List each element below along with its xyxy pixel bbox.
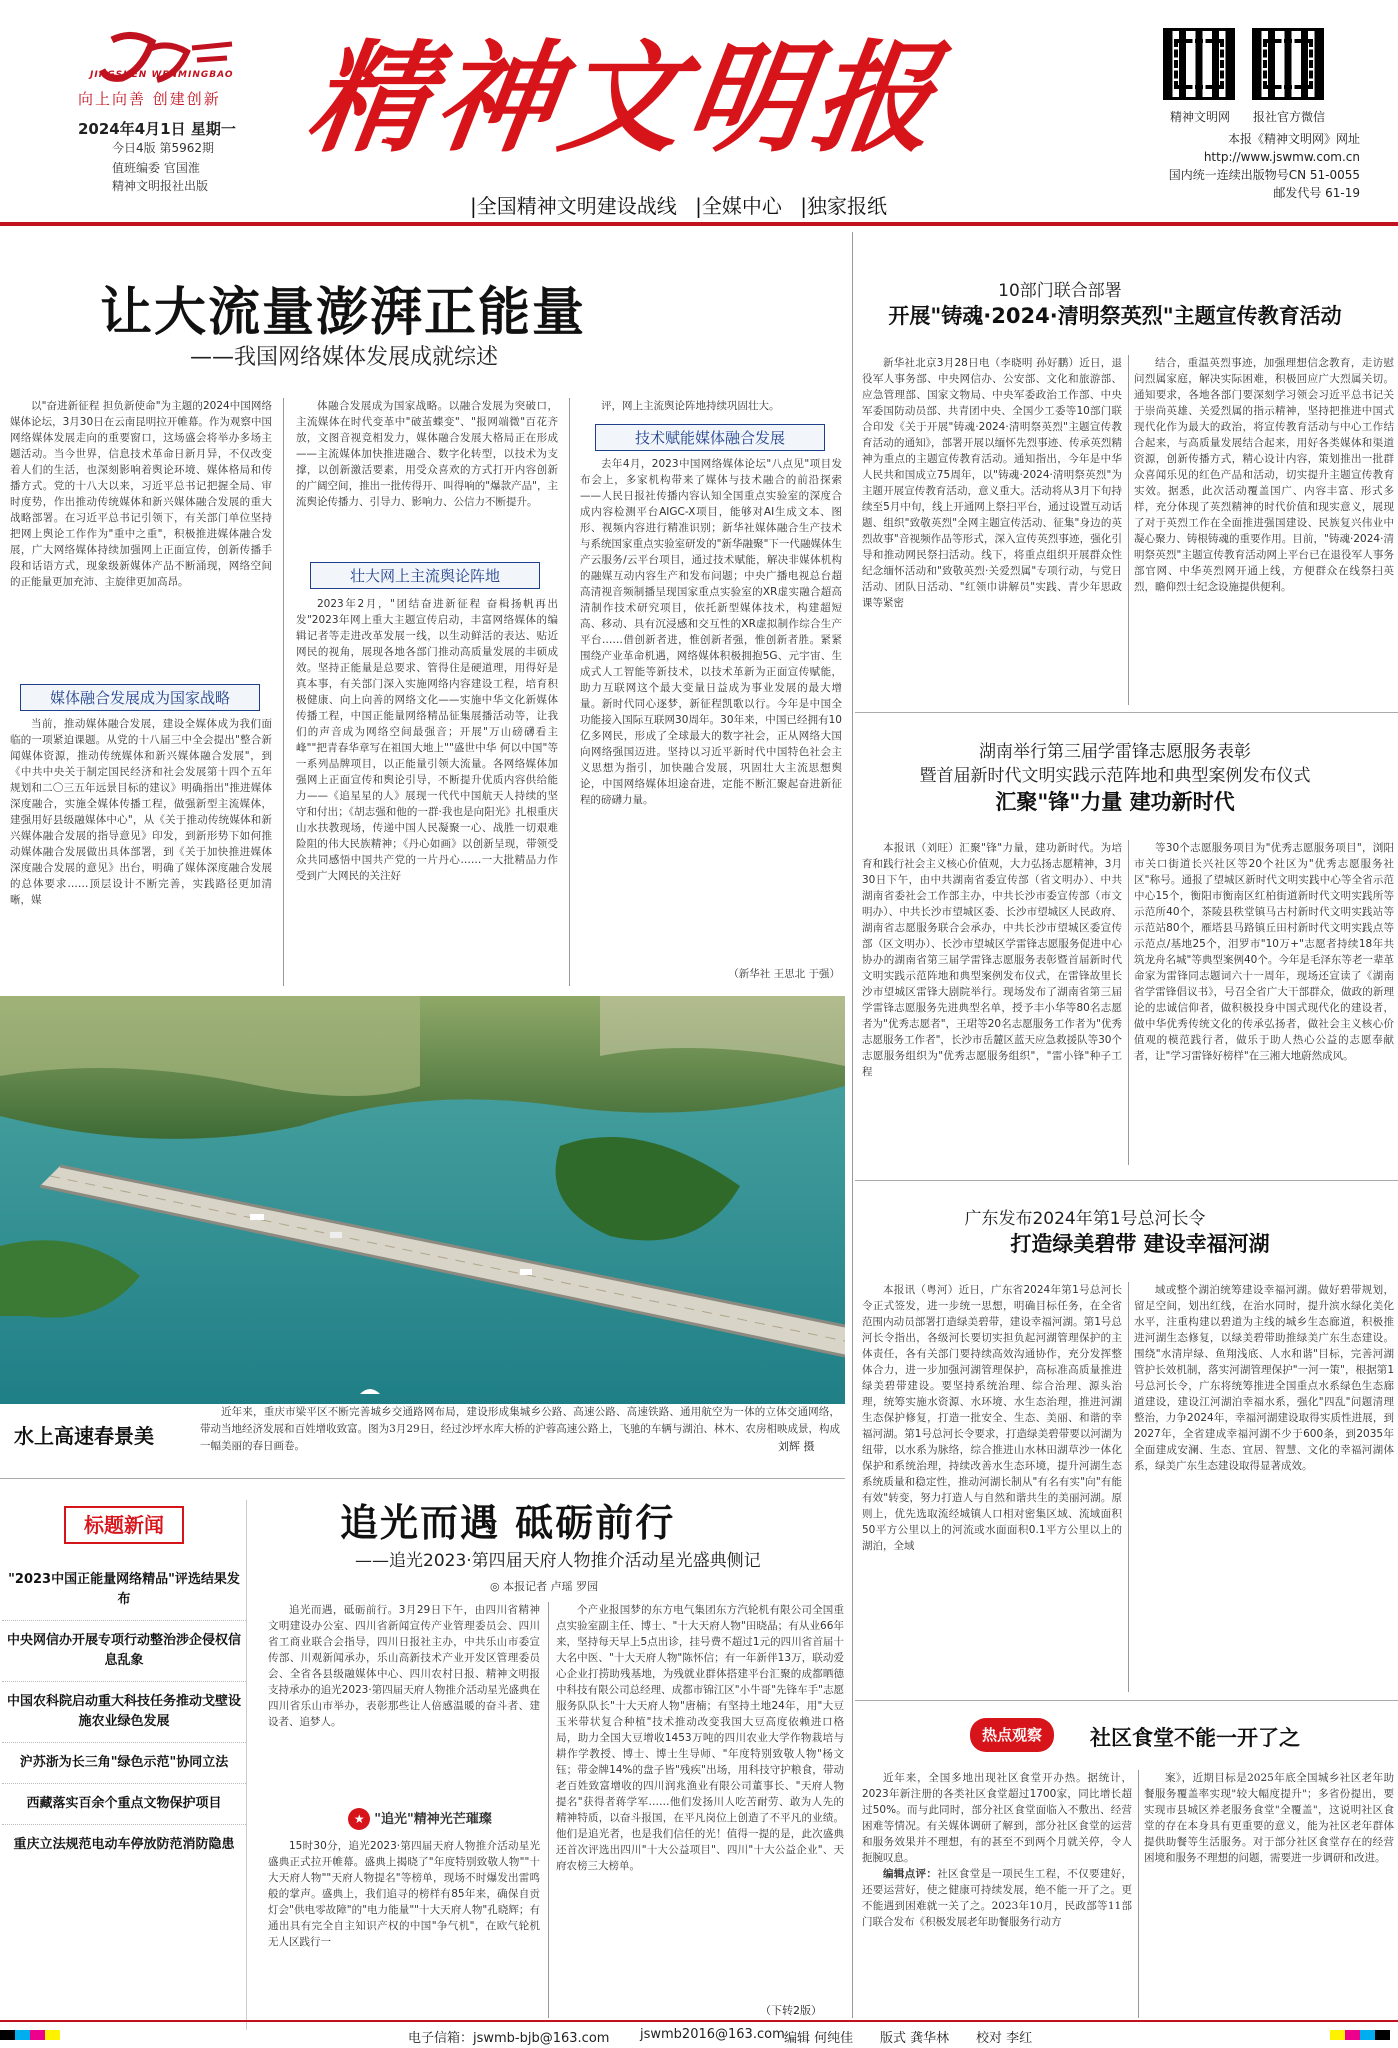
lead-headline: 让大流量澎湃正能量 <box>100 282 587 343</box>
hunan-column-1: 本报讯（刘旺）汇聚"锋"力量，建功新时代。为培育和践行社会主义核心价值观，大力弘扬志愿精神，3月30日下午，由中共湖南省委宣传部（省文明办）、中共湖南省委社会工作部主办，中共长沙市委宣传部（市文明办）、中共长沙市望城区委、长沙市望城区人民政府、湖南省志愿服务联合会承办，中共长沙市望城区委宣传部（区文明办）、长沙市望城区学雷锋志愿服务促进中心协办的湖南省第三届学雷锋志愿服务表彰暨首届新时代文明实践示范阵地和典型案例发布仪式，在雷锋故里长沙市望城区雷锋大剧院举行。现场发布了湖南省第三届学雷锋志愿服务先进典型名单，授予丰小华等80名志愿者为"优秀志愿者"，王珺等20名志愿服务工作者为"优秀志愿服务工作者"，长沙市岳麓区蓝天应急救援队等30个志愿服务组织为"优秀志愿服务组织"，"雷小锋"种子工程 <box>862 842 1122 1078</box>
tianfu-column-2: 个产业报国梦的东方电气集团东方汽轮机有限公司全国重点实验室副主任、博士、"十大天府人物"田晓晶；有从业66年来，坚持每天早上5点出诊，挂号费不超过1元的四川省首届十大名中医、"十大天府人物"陈怀信；有一年新伴13万，联动爱心企业打捞助残基地，为残就业群体搭建平台汇聚的成都晒德中科技有限公司总经理、成都市锦江区"小牛哥"先锋车手"志愿服务队队长"十大天府人物"唐楠；有坚持土地24年，用"大豆玉米带状复合种植"技术推动改变我国大豆高度依赖进口格局，助力全国大豆增收1453万吨的四川农业大学作物栽培与耕作学教授、博士、博士生导师、"年度特别致敬人物"杨文钰；带金牌14%的盘子皆"残疾"出场，用科技守护粮食，带动老百姓致富增收的四川润兆渔业有限公司董事长、"天府人物提名"获得者蒋学军……他们发扬川人吃苦耐劳、敢为人先的精神特质，以奋斗报国，在平凡岗位上创造了不平凡的业绩。他们是追光者，也是我们信任的光！值得一提的是，此次盛典还首次评选出四川"十大公益项目"、四川"十大公益企业"、天府农榜三大榜单。 <box>556 1604 844 1872</box>
section-rule <box>855 1180 1398 1181</box>
lead-column-1: 以"奋进新征程 担负新使命"为主题的2024中国网络媒体论坛，3月30日在云南昆明拉开帷幕。作为观察中国网络媒体发展走向的重要窗口，这场盛会将举办多场主题活动。当今世界，信息技术革命日新月异，不仅改变着人们的生活，也深刻影响着舆论环境、媒体格局和传播方式。党的十八大以来，习近平总书记把握全局、审时度势，作出推动传统媒体和新兴媒体融合发展的重大战略部署。在习近平总书记引领下，有关部门单位坚持把网上舆论工作作为"重中之重"，积极推进媒体融合发展，广大网络媒体持续加强网上正面宣传，创新传播手段和话语方式，现象级新媒体产品不断涌现，网络空间的正能量更加充沛、主旋律更加高昂。 <box>10 400 272 588</box>
lead-subhead: 壮大网上主流舆论阵地 <box>310 562 540 589</box>
qingming-kicker: 10部门联合部署 <box>998 281 1122 301</box>
column-divider <box>283 398 284 986</box>
reservoir-bridge-image <box>0 996 845 1404</box>
footer-proofreader: 校对 李红 <box>976 2031 1033 2046</box>
qr-caption: 报社官方微信 <box>1252 110 1325 124</box>
headline-news-sidebar <box>2 1500 247 2030</box>
masthead <box>0 0 1398 232</box>
lead-column-2b: 2023年2月，"团结奋进新征程 奋楫扬帆再出发"2023年网上重大主题宣传启动，丰富网络媒体的编辑记者等走进改革发展一线，以生动鲜活的表达、贴近网民的视角，展现各地各部门推动高质量发展的丰硕成效。坚持正能量是总要求、管得住是硬道理，用得好是真本事，有关部门深入实施网络内容建设工程，培育积极健康、向上向善的网络文化——实施中华文化新媒体传播工程，中国正能量网络精品征集展播活动等，让我们的声音成为网络空间最强音；开展"万山磅礴看主峰""把青春华章写在祖国大地上""盛世中华 何以中国"等一系列品牌项目，以正能量引领大流量。各网络媒体加强网上正面宣传和舆论引导，不断提升优质内容供给能力——《追星星的人》展现一代代中国航天人持续的坚守和付出；《胡志强和他的一群·我也是向阳光》扎根重庆山水扶教现场，传递中国人民凝聚一心、战胜一切艰难险阻的伟大民族精神；《丹心如画》以创新呈现，带领受众共同感悟中国共产党的一片丹心……一大批精品力作受到广大网民的关注好 <box>296 598 558 882</box>
tianfu-headline: 追光而遇 砥砺前行 <box>340 1500 676 1545</box>
photo-caption-title: 水上高速春景美 <box>14 1424 154 1448</box>
hunan-column-2: 等30个志愿服务项目为"优秀志愿服务项目"，浏阳市关口街道长兴社区等20个社区为"优秀志愿服务社区"称号。通报了望城区新时代文明实践中心等全省示范中心15个，衡阳市衡南区红柏街道新时代文明实践所等示范所40个，茶陵县秩堂镇马古村新时代文明实践站等示范站80个，雁塔县马路镇丘田村新时代文明实践点等示范点/基地25个，泪罗市"10万+"志愿者持续18年共筑龙舟名城"等典型案例40个。今年是毛泽东等老一辈革命家为雷锋同志题词六十一周年，现场还宣读了《湖南省学雷锋倡议书》，号召全省广大干部群众，做政的新理论的忠诚信仰者，做积极投身中国式现代化的建设者，做中华优秀传统文化的传承弘扬者，做社会主义核心价值观的模范践行者，做乐于助人热心公益的志愿奉献者，让"学习雷锋好榜样"在三湘大地蔚然成风。 <box>1134 842 1394 1062</box>
sidebar-news-item[interactable]: 沪苏浙为长三角"绿色示范"协同立法 <box>2 1743 246 1784</box>
sidebar-news-item[interactable]: 中央网信办开展专项行动整治涉企侵权信息乱象 <box>2 1621 246 1682</box>
lead-byline: （新华社 王思北 于强） <box>728 968 840 980</box>
sidebar-news-item[interactable]: 西藏落实百余个重点文物保护项目 <box>2 1784 246 1825</box>
cn-number: 国内统一连续出版物号CN 51-0055 <box>1168 168 1360 182</box>
qr-caption: 精神文明网 <box>1169 110 1230 124</box>
column-divider <box>1128 840 1129 1165</box>
qingming-column-1: 新华社北京3月28日电（李晓明 孙好鹏）近日，退役军人事务部、中央网信办、公安部、文化和旅游部、应急管理部、国家文物局、中央军委政治工作部、中央军委国防动员部、共青团中央、全国少工委等10部门联合印发《关于开展"铸魂·2024·清明祭英烈"主题宣传教育活动的通知》，部署开展以缅怀先烈事迹、传承英烈精神为重点的主题宣传教育活动。通知指出，今年是中华人民共和国成立75周年，以"铸魂·2024·清明祭英烈"为主题开展宣传教育活动，意义重大。活动将从3月下旬持续至5月中旬，线上开通网上祭扫平台，通过设置互动话题、组织"致敬英烈"全网主题宣传活动、征集"身边的英烈故事"音视频作品等形式，深入宣传英烈事迹，强化引导和推动网民祭扫活动。线下，将重点组织开展群众性纪念缅怀活动和"致敬英烈·关爱烈属"专项行动，与党日活动、团队日活动、"红领巾讲解员"实践、青少年思政课等紧密 <box>862 357 1122 609</box>
section-rule <box>855 712 1398 713</box>
issue-date: 2024年4月1日 星期一 <box>78 120 236 138</box>
tianfu-byline: ◎ 本报记者 卢瑶 罗园 <box>490 1580 599 1593</box>
lead-deck: ——我国网络媒体发展成就综述 <box>190 345 499 370</box>
qr-code-icon[interactable] <box>1163 28 1235 100</box>
site-label: 本报《精神文明网》网址 <box>1227 132 1360 146</box>
sidebar-news-item[interactable]: 重庆立法规范电动车停放防范消防隐患 <box>13 1837 235 1852</box>
qr-code-icon[interactable] <box>1252 28 1324 100</box>
tianfu-column-1: 追光而遇，砥砺前行。3月29日下午，由四川省精神文明建设办公室、四川省新闻宣传产业管理委员会、四川省工商业联合会指导，四川日报社主办，中共乐山市委宣传部、川观新闻承办，乐山高新技术产业开发区管理委员会、全省各县级融媒体中心、四川农村日报、精神文明报支持承办的追光2023·第四届天府人物推介活动星光盛典在四川省乐山市举办，表彰那些让人倍感温暖的奋斗者、建设者、追梦人。 <box>268 1604 540 1728</box>
guangdong-column-2: 域或整个湖泊统筹建设幸福河湖。做好碧带规划，留足空间，划出红线，在治水同时，提升滨水绿化美化水平，注重构建以碧道为主线的城乡生态廊道，积极推进河湖生态修复，以绿美碧带助推绿美广东生态建设。围绕"水清岸绿、鱼翔浅底、人水和谐"目标，完善河湖管护长效机制，落实河湖管理保护"一河一策"，根据第1号总河长令，广东将统筹推进全国重点水系绿色生态廊道建设，建设江河湖泊幸福水系，强化"四乱"问题清理整治，力争2024年，幸福河湖建设取得实质性进展，到2027年，全省建成幸福河湖不少于600条，到2035年全面建成安澜、生态、宜居、智慧、文化的幸福河湖体系，绿美广东生态建设取得显著成效。 <box>1134 1284 1394 1472</box>
column-divider <box>548 1602 549 2018</box>
footer-email-2[interactable]: jswmb2016@163.com <box>640 2027 785 2042</box>
edition-info: 今日4版 第5962期 <box>112 141 214 155</box>
tagline <box>470 190 899 219</box>
color-registration-bar-icon <box>1330 2030 1390 2040</box>
publication-info <box>1130 130 1360 202</box>
sidebar-header: 标题新闻 <box>64 1506 184 1544</box>
guangdong-column-1: 本报讯（粤河）近日，广东省2024年第1号总河长令正式签发，进一步统一思想，明确目标任务，在全省范围内动员部署打造绿美碧带，建设幸福河湖。第1号总河长令指出，各级河长要切实担负起河湖管理保护的主体责任，各有关部门要持续高效沟通协作，充分发挥整体合力，进一步加强河湖管理保护，高标准高质量推进绿美碧带建设。要坚持系统治理、综合治理、源头治理，统筹实施水资源、水环境、水生态治理，推进河湖生态保护修复，打造一批安全、生态、美丽、和谐的幸福河湖。第1号总河长令要求，打造绿美碧带要以河湖为纽带，以水系为脉络，综合推进山水林田湖草沙一体化保护和系统治理，持续改善水生态环境，提升河湖生态系统质量和稳定性，推动河湖长制从"有名有实"向"有能有效"转变，努力打造人与自然和谐共生的美丽河湖。原则上，优先选取流经城镇人口相对密集区域、流域面积50平方公里以上的河流或水面面积0.1平方公里以上的湖泊，全域 <box>862 1284 1122 1552</box>
photo-caption-text: 近年来，重庆市梁平区不断完善城乡交通路网布局，建设形成集城乡公路、高速公路、高速铁路、通用航空为一体的立体交通网络，带动当地经济发展和百姓增收致富。图为3月29日，经过沙坪水库大桥的沪蓉高速公路上，飞驰的车辆与湖泊、林木、农房相映成景，构成一幅美丽的春日画卷。 <box>200 1406 840 1452</box>
slogan: 向上向善 创建创新 <box>78 90 221 108</box>
editor-comment: 社区食堂是一项民生工程，不仅要建好，还要运营好，使之健康可持续发展，绝不能一开了之。更不能遇到困难就一关了之。2023年10月，民政部等11部门联合发布《积极发展老年助餐服务行动方 <box>862 1868 1132 1928</box>
comment-label: 编辑点评： <box>883 1868 938 1880</box>
main-column-divider <box>852 232 853 2018</box>
canteen-column-1: 近年来，全国多地出现社区食堂开办热。据统计，2023年新注册的各类社区食堂超过1700家，同比增长超过50%。而与此同时，部分社区食堂面临入不敷出、经营困难等情况。有关媒体调研了解到，部分社区食堂的运营和服务效果并不理想，有的甚至不到两个月就关停，令人扼腕叹息。 编辑点评：社区食堂是一项民生工程，不仅要建好，还要运营好，使之健康可持续发展，绝不能一开了之。更不能遇到困难就一关了之。2023年10月，民政部等11部门联合发布《积极发展老年助餐服务行动方 <box>862 1772 1132 1928</box>
footer-layout: 版式 龚华林 <box>880 2031 950 2046</box>
canteen-column-2: 案》，近期目标是2025年底全国城乡社区老年助餐服务覆盖率实现"较大幅度提升"；多省份提出，要实现市县城区养老服务食堂"全覆盖"，这说明社区食堂的存在本身具有更重要的意义，能为社区老年群体提供助餐等生活服务。对于部分社区食堂存在的经营困境和服务不理想的问题，需要进一步调研和改进。 <box>1144 1772 1394 1864</box>
footer-email[interactable]: 电子信箱：jswmb-bjb@163.com <box>408 2031 610 2046</box>
lead-column-1b: 当前，推动媒体融合发展，建设全媒体成为我们面临的一项紧迫课题。从党的十八届三中全会提出"整合新闻媒体资源，推动传统媒体和新兴媒体融合发展"，到《中共中央关于制定国民经济和社会发展第十四个五年规划和二〇三五年远景目标的建议》明确指出"推进媒体深度融合，实施全媒体传播工程，做强新型主流媒体，建强用好县级融媒体中心"，从《关于推动传统媒体和新兴媒体融合发展的指导意见》印发，到新形势下如何推动媒体融合发展做出具体部署，到《关于加快推进媒体深度融合发展的意见》出台，明确了媒体深度融合发展的总体要求……顶层设计不断完善，实践路径更加清晰，媒 <box>10 718 272 906</box>
footer-editor: 编辑 何纯佳 <box>784 2031 854 2046</box>
hot-topic-badge: 热点观察 <box>970 1718 1054 1752</box>
tianfu-deck: ——追光2023·第四届天府人物推介活动星光盛典侧记 <box>355 1551 761 1571</box>
tagline-item: |全国精神文明建设战线 <box>470 194 677 218</box>
masthead-rule <box>0 222 1398 226</box>
guangdong-headline: 打造绿美碧带 建设幸福河湖 <box>1010 1232 1270 1256</box>
sidebar-news-item[interactable]: 中国农科院启动重大科技任务推动戈壁设施农业绿色发展 <box>2 1682 246 1743</box>
column-divider <box>1128 355 1129 705</box>
editor-on-duty: 值班编委 官国淮 <box>112 161 200 175</box>
hunan-kicker-2: 暨首届新时代文明实践示范阵地和典型案例发布仪式 <box>919 766 1311 786</box>
column-divider <box>1128 1282 1129 1692</box>
tianfu-subhead <box>320 1808 520 1830</box>
section-rule <box>855 1700 1398 1701</box>
column-divider <box>1138 1770 1139 2018</box>
newspaper-title: 精神文明报 <box>300 28 950 169</box>
tagline-item: |独家报纸 <box>800 194 887 218</box>
hunan-headline: 汇聚"锋"力量 建功新时代 <box>995 790 1235 814</box>
column-divider <box>569 398 570 986</box>
star-icon: ★ <box>348 1808 370 1830</box>
bridge-photo <box>0 996 845 1404</box>
footer <box>0 2022 1398 2048</box>
qingming-column-2: 结合，重温英烈事迹，加强理想信念教育，走访慰问烈属家庭，解决实际困难，积极回应广大烈属关切。通知要求，各地各部门要深刻学习领会习近平总书记关于崇尚英雄、关爱烈属的指示精神，坚持把推进中国式现代化作为最大的政治，将宣传教育活动与中心工作结合起来，与高质量发展结合起来，用好各类媒体和渠道资源，创新传播方式，精心设计内容，策划推出一批群众喜闻乐见的红色产品和活动，切实提升主题宣传教育实效。据悉，此次活动覆盖国广、内容丰富、形式多样，充分体现了英烈精神的时代价值和现实意义，展现了对于英烈工作在全面推进强国建设、民族复兴伟业中凝心聚力、铸根铸魂的重要作用。目前，"铸魂·2024·清明祭英烈"主题宣传教育活动网上平台已在退役军人事务部官网、中华英烈网开通上线，方便群众在线祭扫英烈，瞻仰烈士纪念设施提供便利。 <box>1134 357 1394 593</box>
canteen-headline: 社区食堂不能一开了之 <box>1090 1726 1300 1750</box>
tagline-item: |全媒中心 <box>695 194 782 218</box>
hunan-kicker: 湖南举行第三届学雷锋志愿服务表彰 <box>979 742 1251 762</box>
qingming-headline: 开展"铸魂·2024·清明祭英烈"主题宣传教育活动 <box>888 304 1342 328</box>
post-code: 邮发代号 61-19 <box>1273 186 1360 200</box>
sidebar-news-item[interactable]: "2023中国正能量网络精品"评选结果发布 <box>2 1552 246 1621</box>
tianfu-column-1b: 15时30分，追光2023·第四届天府人物推介活动星光盛典正式拉开帷幕。盛典上揭晓了"年度特别致敬人物""十大天府人物""天府人物提名"等榜单，现场不时爆发出雷鸣般的掌声。盛典上，我们追寻的榜样有85年来，确保自贡灯会"供电零故障"的"电力能量""十大天府人物"孔晓辉；有通出具有完全自主知识产权的中国"争气机"，在欧气轮机无人区践行一 <box>268 1840 540 1948</box>
lead-column-3b: 去年4月，2023中国网络媒体论坛"八点见"项目发布会上，多家机构带来了媒体与技术融合的前沿探索——人民日报社传播内容认知全国重点实验室的深度合成内容检测平台AIGC-X项目，能够对AI生成文本、图形、视频内容进行精准识别；新华社媒体融合生产技术与系统国家重点实验室研发的"新华融聚"下一代融媒体生产云服务/云平台项目，通过技术赋能，解决非媒体机构的融媒互动内容生产和发布问题；中央广播电视总台超高清视音频制播呈现国家重点实验室的XR虚实融合超高清制作技术研究项目，依托新型媒体技术，构建超短高、移动、具有沉浸感和交互性的XR虚拟制作综合生产平台……借创新者进，惟创新者强，惟创新者胜。紧紧围绕产业革命机遇，网络媒体积极拥抱5G、元宇宙、生成式人工智能等新技术，以技术革新为正面宣传赋能，助力互联网这个最大变量日益成为事业发展的最大增量。新时代同心逐梦，新征程凯歌以行。今年是中国全功能接入国际互联网30周年。30年来，中国已经拥有10亿多网民，形成了全球最大的数字社会，正从网络大国向网络强国迈进。坚持以习近平新时代中国特色社会主义思想为指引，加快融合发展，巩固壮大主流思想舆论，中国网络媒体坦途奋进，定能不断汇聚起奋进新征程的磅礴力量。 <box>580 458 842 806</box>
site-url[interactable]: http://www.jswmw.com.cn <box>1203 150 1360 164</box>
continued-note: （下转2版） <box>760 2004 822 2017</box>
lead-column-3: 评，网上主流舆论阵地持续巩固壮大。 <box>601 400 780 412</box>
lead-subhead: 技术赋能媒体融合发展 <box>595 424 825 451</box>
section-rule <box>0 1478 845 1479</box>
photo-credit: 刘辉 摄 <box>778 1440 815 1453</box>
newspaper-logo-icon <box>92 30 242 90</box>
logo-text: JINGSHEN WENMINGBAO <box>90 70 234 80</box>
color-registration-bar-icon <box>0 2030 60 2040</box>
lead-column-2: 体融合发展成为国家战略。以融合发展为突破口，主流媒体在时代变革中"破茧蝶变"、"报网端微"百花齐放，文图音视竞相发力，媒体融合发展大格局正在形成——主流媒体加快推进融合、数字化转型，以技术为支撑，以创新激活要素，用受众喜欢的方式打开内容创新的广阔空间，推出一批传得开、叫得响的"爆款产品"，主流舆论传播力、引导力、影响力、公信力不断提升。 <box>296 400 558 508</box>
lead-subhead: 媒体融合发展成为国家战略 <box>20 684 260 711</box>
guangdong-kicker: 广东发布2024年第1号总河长令 <box>964 1209 1206 1229</box>
publisher-info: 精神文明报社出版 <box>112 179 209 193</box>
subhead-text: "追光"精神光芒璀璨 <box>374 1812 492 1827</box>
